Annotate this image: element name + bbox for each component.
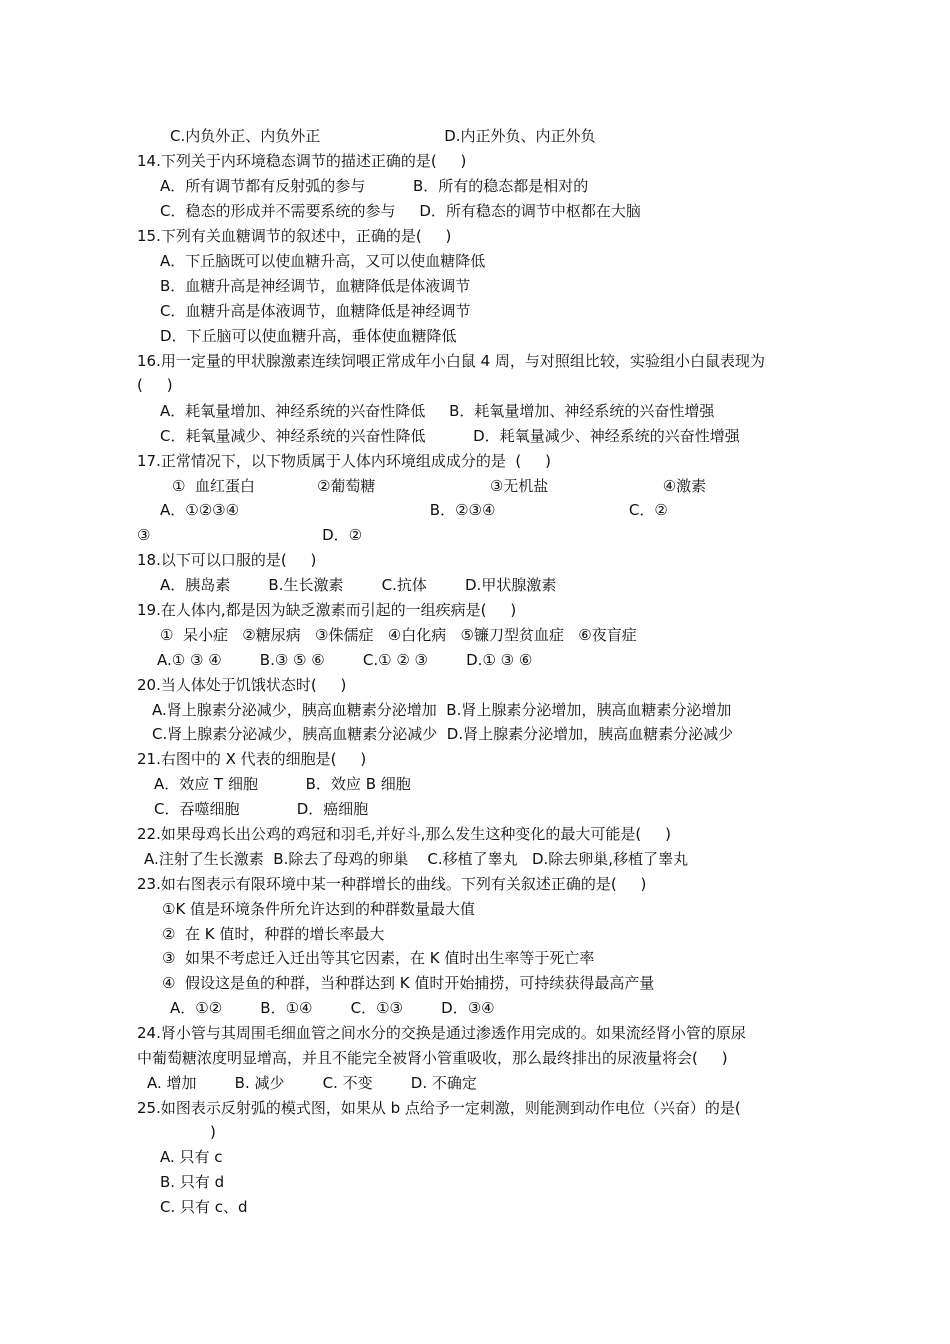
q15-option-d: D．下丘脑可以使血糖升高，垂体使血糖降低: [160, 327, 457, 345]
q17-options-abc: A．①②③④ B．②③④ C．②: [160, 501, 668, 519]
q21-options-ab: A．效应 T 细胞 B．效应 B 细胞: [154, 775, 411, 793]
q15-option-b: B．血糖升高是神经调节，血糖降低是体液调节: [160, 277, 471, 295]
q17-items: ① 血红蛋白 ②葡萄糖 ③无机盐 ④激素: [172, 477, 707, 495]
q19-stem: 19.在人体内,都是因为缺乏激素而引起的一组疾病是( ): [137, 601, 517, 619]
q24-options: A. 增加 B. 减少 C. 不变 D. 不确定: [147, 1074, 477, 1092]
q25-option-a: A. 只有 c: [160, 1148, 223, 1166]
q25-stem: 25.如图表示反射弧的模式图，如果从 b 点给予一定刺激，则能测到动作电位（兴奋）的是(: [137, 1099, 741, 1117]
q24-stem: 24.肾小管与其周围毛细血管之间水分的交换是通过渗透作用完成的。如果流经肾小管的原尿: [137, 1024, 746, 1042]
q25-option-b: B. 只有 d: [160, 1173, 225, 1191]
q23-item-2: ② 在 K 值时，种群的增长率最大: [162, 925, 385, 943]
q23-options: A．①② B．①④ C．①③ D．③④: [170, 999, 495, 1017]
q18-stem: 18.以下可以口服的是( ): [137, 551, 317, 569]
q23-item-1: ①K 值是环境条件所允许达到的种群数量最大值: [162, 900, 476, 918]
q25-option-c: C. 只有 c、d: [160, 1198, 248, 1216]
q14-options-ab: A．所有调节都有反射弧的参与 B．所有的稳态都是相对的: [160, 177, 589, 195]
q21-options-cd: C．吞噬细胞 D．癌细胞: [154, 800, 369, 818]
q17-options-continued: ③ D．②: [137, 526, 363, 544]
q15-option-c: C．血糖升高是体液调节，血糖降低是神经调节: [160, 302, 471, 320]
q17-stem: 17.正常情况下，以下物质属于人体内环境组成成分的是 ( ): [137, 452, 551, 470]
q20-options-cd: C.肾上腺素分泌减少，胰高血糖素分泌减少 D.肾上腺素分泌增加，胰高血糖素分泌减少: [152, 725, 734, 743]
q15-option-a: A．下丘脑既可以使血糖升高，又可以使血糖降低: [160, 252, 486, 270]
q14-options-cd: C．稳态的形成并不需要系统的参与 D．所有稳态的调节中枢都在大脑: [160, 202, 641, 220]
q25-stem-continued: ): [210, 1123, 216, 1141]
q18-options: A．胰岛素 B.生长激素 C.抗体 D.甲状腺激素: [160, 576, 557, 594]
q23-stem: 23.如右图表示有限环境中某一种群增长的曲线。下列有关叙述正确的是( ): [137, 875, 647, 893]
q24-stem-continued: 中葡萄糖浓度明显增高，并且不能完全被肾小管重吸收，那么最终排出的尿液量将会( ): [137, 1049, 728, 1067]
q16-options-cd: C．耗氧量减少、神经系统的兴奋性降低 D．耗氧量减少、神经系统的兴奋性增强: [160, 427, 740, 445]
q16-options-ab: A．耗氧量增加、神经系统的兴奋性降低 B．耗氧量增加、神经系统的兴奋性增强: [160, 402, 715, 420]
q23-item-3: ③ 如果不考虑迁入迁出等其它因素，在 K 值时出生率等于死亡率: [162, 949, 595, 967]
q16-stem-continued: ( ): [137, 376, 173, 394]
q19-options: A.① ③ ④ B.③ ⑤ ⑥ C.① ② ③ D.① ③ ⑥: [157, 651, 533, 669]
q16-stem: 16.用一定量的甲状腺激素连续饲喂正常成年小白鼠 4 周，与对照组比较，实验组小白鼠表现为: [137, 352, 765, 370]
q21-stem: 21.右图中的 X 代表的细胞是( ): [137, 750, 367, 768]
q20-options-ab: A.肾上腺素分泌减少，胰高血糖素分泌增加 B.肾上腺素分泌增加，胰高血糖素分泌增加: [152, 701, 732, 719]
q22-options: A.注射了生长激素 B.除去了母鸡的卵巢 C.移植了睾丸 D.除去卵巢,移植了睾丸: [144, 850, 689, 868]
q23-item-4: ④ 假设这是鱼的种群，当种群达到 K 值时开始捕捞，可持续获得最高产量: [162, 974, 655, 992]
q22-stem: 22.如果母鸡长出公鸡的鸡冠和羽毛,并好斗,那么发生这种变化的最大可能是( ): [137, 825, 671, 843]
q15-stem: 15.下列有关血糖调节的叙述中，正确的是( ): [137, 227, 452, 245]
q14-stem: 14.下列关于内环境稳态调节的描述正确的是( ): [137, 152, 467, 170]
q20-stem: 20.当人体处于饥饿状态时( ): [137, 676, 347, 694]
q13-option-cd: C.内负外正、内负外正 D.内正外负、内正外负: [170, 127, 596, 145]
q19-items: ① 呆小症 ②糖尿病 ③侏儒症 ④白化病 ⑤镰刀型贫血症 ⑥夜盲症: [160, 626, 637, 644]
